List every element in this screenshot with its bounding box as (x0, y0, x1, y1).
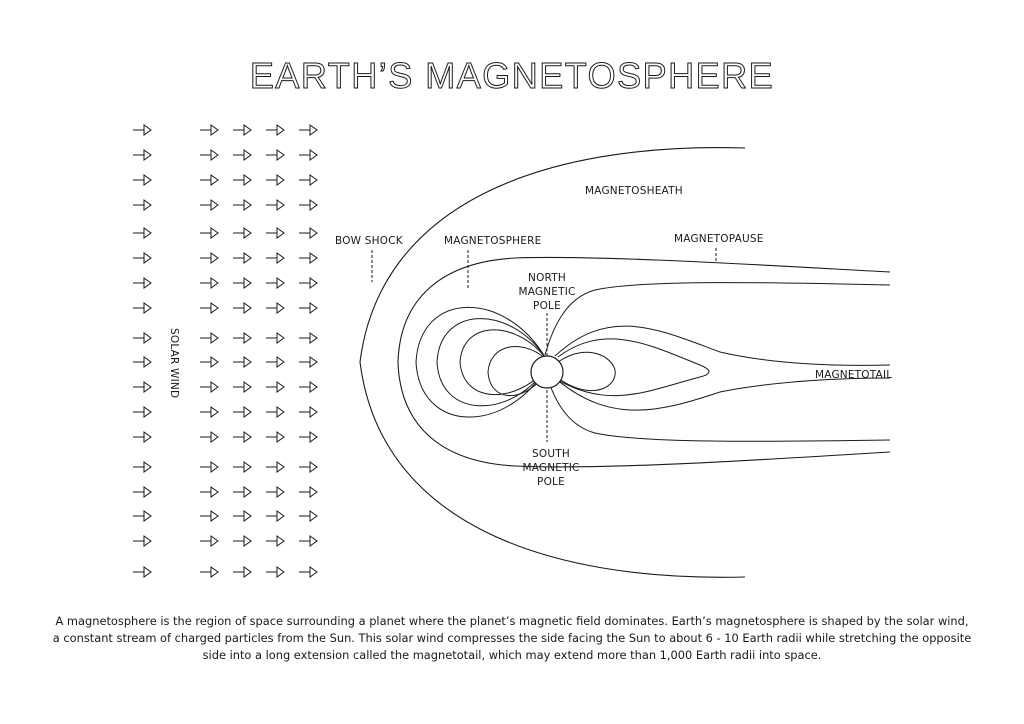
field-loop-4 (416, 307, 545, 417)
solar-wind-arrow-icon (233, 228, 251, 238)
solar-wind-arrow-icon (233, 175, 251, 185)
solar-wind-arrow-icon (133, 150, 151, 160)
solar-wind-arrow-icon (133, 511, 151, 521)
solar-wind-arrow-icon (266, 125, 284, 135)
solar-wind-arrow-icon (200, 228, 218, 238)
solar-wind-arrow-icon (266, 432, 284, 442)
solar-wind-arrow-icon (133, 357, 151, 367)
solar-wind-arrow-icon (200, 407, 218, 417)
night-loop-2 (558, 339, 709, 396)
solar-wind-arrow-icon (200, 125, 218, 135)
solar-wind-arrow-icon (233, 382, 251, 392)
solar-wind-arrow-icon (233, 125, 251, 135)
solar-wind-arrow-icon (200, 432, 218, 442)
solar-wind-arrow-icon (266, 175, 284, 185)
solar-wind-arrow-icon (233, 253, 251, 263)
solar-wind-arrow-icon (299, 253, 317, 263)
solar-wind-arrow-icon (233, 150, 251, 160)
solar-wind-arrow-icon (200, 462, 218, 472)
solar-wind-arrow-icon (200, 511, 218, 521)
magnetopause-upper (398, 257, 890, 362)
solar-wind-arrow-icon (299, 407, 317, 417)
solar-wind-arrow-icon (233, 487, 251, 497)
solar-wind-arrow-icon (200, 487, 218, 497)
solar-wind-arrow-icon (299, 511, 317, 521)
solar-wind-arrow-icon (200, 253, 218, 263)
solar-wind-arrow-icon (133, 462, 151, 472)
solar-wind-arrow-icon (299, 200, 317, 210)
solar-wind-arrow-icon (133, 382, 151, 392)
solar-wind-arrow-icon (233, 567, 251, 577)
south-pole-label-3: POLE (537, 476, 565, 488)
south-pole-label-2: MAGNETIC (522, 462, 580, 474)
solar-wind-arrow-icon (266, 511, 284, 521)
solar-wind-arrow-icon (266, 278, 284, 288)
solar-wind-arrow-icon (233, 511, 251, 521)
solar-wind-arrow-icon (299, 278, 317, 288)
solar-wind-arrow-icon (200, 278, 218, 288)
solar-wind-arrow-icon (133, 278, 151, 288)
solar-wind-arrow-icon (133, 200, 151, 210)
solar-wind-arrow-icon (299, 175, 317, 185)
solar-wind-arrow-icon (200, 303, 218, 313)
earth-circle (531, 356, 563, 388)
solar-wind-arrow-icon (133, 253, 151, 263)
solar-wind-arrow-icon (133, 432, 151, 442)
solar-wind-arrow-icon (233, 278, 251, 288)
solar-wind-arrow-icon (233, 407, 251, 417)
north-pole-label-1: NORTH (528, 272, 566, 284)
solar-wind-arrow-icon (133, 303, 151, 313)
solar-wind-arrow-icon (266, 150, 284, 160)
solar-wind-arrow-icon (266, 303, 284, 313)
magnetotail-label: MAGNETOTAIL (815, 369, 893, 381)
solar-wind-arrow-icon (200, 333, 218, 343)
solar-wind-arrow-icon (233, 303, 251, 313)
solar-wind-arrow-icon (266, 487, 284, 497)
solar-wind-arrow-icon (200, 150, 218, 160)
night-loop-4 (555, 378, 890, 410)
solar-wind-arrow-icon (133, 228, 151, 238)
magnetopause-label: MAGNETOPAUSE (674, 233, 764, 245)
solar-wind-arrow-icon (200, 382, 218, 392)
solar-wind-arrow-icon (133, 333, 151, 343)
solar-wind-arrow-icon (266, 462, 284, 472)
solar-wind-arrows (133, 125, 317, 577)
solar-wind-arrow-icon (299, 125, 317, 135)
solar-wind-arrow-icon (299, 228, 317, 238)
solar-wind-arrow-icon (233, 357, 251, 367)
solar-wind-arrow-icon (233, 333, 251, 343)
solar-wind-arrow-icon (133, 536, 151, 546)
tail-line-upper (545, 283, 890, 355)
solar-wind-arrow-icon (266, 407, 284, 417)
solar-wind-arrow-icon (299, 150, 317, 160)
solar-wind-arrow-icon (133, 175, 151, 185)
magnetosheath-label: MAGNETOSHEATH (585, 185, 683, 197)
description-paragraph: A magnetosphere is the region of space surrounding a planet where the planet’s magnetic field dominates. Earth’s magnetosphere is shaped by the solar wind, a constant stream of charged particles from the Sun. This solar wind compresses the side facing the Sun to about 6 - 10 Earth radii while stretching the opposite side into a long extension called the magnetotail, which may extend more than 1,000 Earth radii into space. (52, 614, 972, 662)
solar-wind-arrow-icon (233, 462, 251, 472)
solar-wind-arrow-icon (233, 536, 251, 546)
bow-shock-label: BOW SHOCK (335, 235, 403, 247)
solar-wind-arrow-icon (200, 200, 218, 210)
south-pole-label-1: SOUTH (532, 448, 570, 460)
solar-wind-arrow-icon (266, 357, 284, 367)
solar-wind-arrow-icon (266, 333, 284, 343)
north-pole-label-2: MAGNETIC (518, 286, 576, 298)
solar-wind-arrow-icon (200, 357, 218, 367)
solar-wind-arrow-icon (266, 382, 284, 392)
solar-wind-arrow-icon (299, 567, 317, 577)
solar-wind-label: SOLAR WIND (168, 328, 180, 399)
solar-wind-arrow-icon (299, 357, 317, 367)
solar-wind-arrow-icon (266, 200, 284, 210)
solar-wind-arrow-icon (299, 382, 317, 392)
solar-wind-arrow-icon (299, 462, 317, 472)
solar-wind-arrow-icon (133, 567, 151, 577)
solar-wind-arrow-icon (233, 200, 251, 210)
solar-wind-arrow-icon (299, 333, 317, 343)
solar-wind-arrow-icon (200, 567, 218, 577)
solar-wind-arrow-icon (133, 125, 151, 135)
solar-wind-arrow-icon (266, 228, 284, 238)
night-loop-3 (555, 326, 890, 365)
solar-wind-arrow-icon (299, 487, 317, 497)
solar-wind-arrow-icon (133, 407, 151, 417)
magnetosphere-label: MAGNETOSPHERE (444, 235, 542, 247)
solar-wind-arrow-icon (133, 487, 151, 497)
solar-wind-arrow-icon (200, 536, 218, 546)
solar-wind-arrow-icon (266, 253, 284, 263)
solar-wind-arrow-icon (299, 303, 317, 313)
page-title-text: EARTH’S MAGNETOSPHERE (249, 55, 775, 96)
solar-wind-arrow-icon (299, 432, 317, 442)
solar-wind-arrow-icon (200, 175, 218, 185)
field-loop-3 (437, 319, 545, 406)
solar-wind-arrow-icon (233, 432, 251, 442)
solar-wind-arrow-icon (299, 536, 317, 546)
north-pole-label-3: POLE (533, 300, 561, 312)
solar-wind-arrow-icon (266, 567, 284, 577)
solar-wind-arrow-icon (266, 536, 284, 546)
